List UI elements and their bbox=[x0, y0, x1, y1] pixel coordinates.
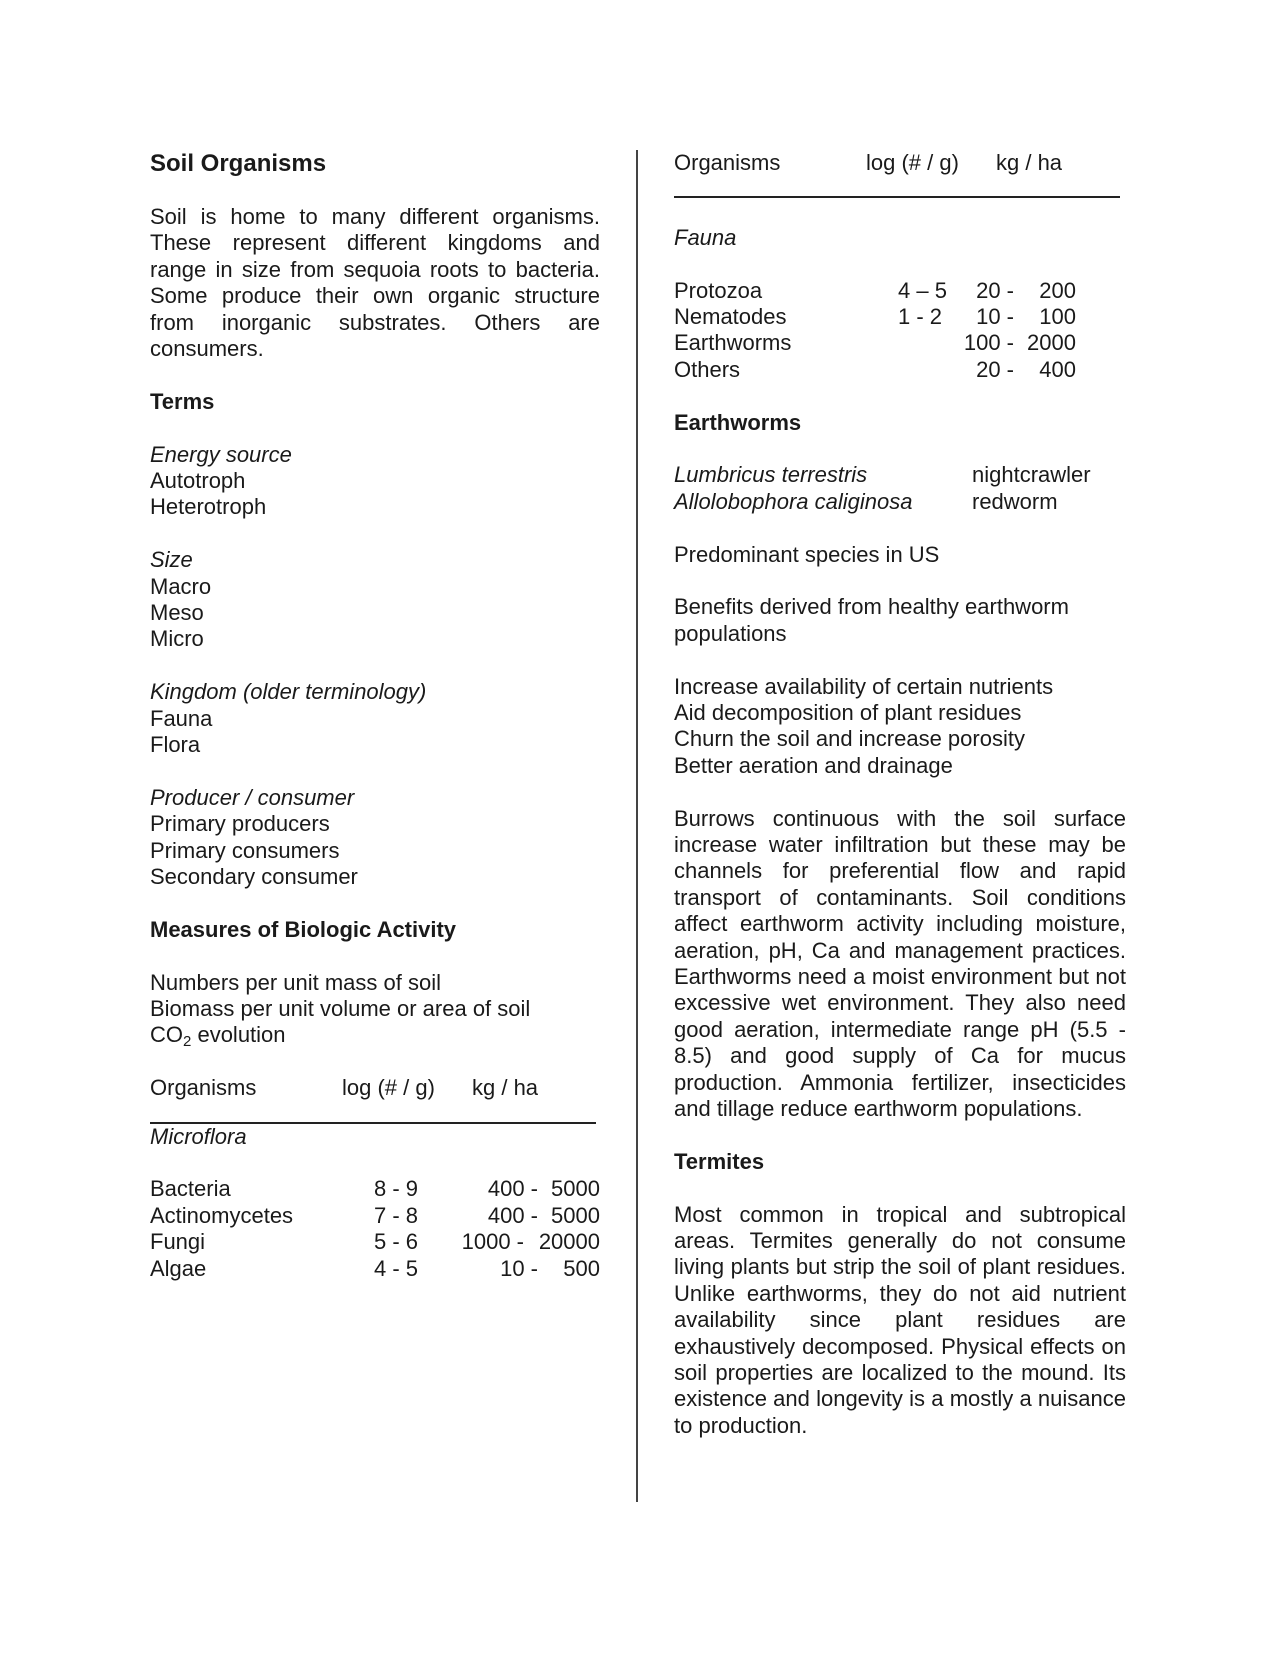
cell-hi: 500 bbox=[563, 1255, 600, 1281]
table-row bbox=[150, 1256, 600, 1282]
table-header bbox=[674, 150, 1126, 176]
fauna-table bbox=[674, 150, 1126, 383]
predominant-note: Predominant species in US bbox=[674, 541, 940, 567]
co2-suffix: evolution bbox=[191, 1022, 286, 1048]
col-log: log (# / g) bbox=[342, 1075, 435, 1101]
col-kgha: kg / ha bbox=[996, 150, 1063, 175]
table-row bbox=[674, 330, 1126, 356]
cell-hi: 5000 bbox=[551, 1202, 600, 1228]
table-row bbox=[150, 1176, 600, 1202]
cell-name: Nematodes bbox=[674, 303, 787, 329]
terms-group-size bbox=[150, 547, 600, 653]
table-section: Fauna bbox=[674, 224, 737, 250]
table-row bbox=[150, 1229, 600, 1255]
group-item: Fauna bbox=[150, 705, 213, 731]
cell-lo: 10 - bbox=[976, 303, 1014, 329]
cell-hi: 2000 bbox=[1027, 330, 1076, 356]
benefits-intro: Benefits derived from healthy earthworm populations bbox=[674, 594, 1069, 646]
cell-lo: 20 - bbox=[976, 356, 1014, 382]
group-item: Secondary consumer bbox=[150, 864, 358, 890]
col-organisms: Organisms bbox=[674, 150, 781, 175]
cell-name: Actinomycetes bbox=[150, 1202, 294, 1228]
co2-prefix: CO bbox=[150, 1022, 183, 1048]
co2-subscript: 2 bbox=[183, 1033, 192, 1051]
group-item: Primary consumers bbox=[150, 837, 340, 863]
species-row bbox=[674, 462, 1126, 488]
table-row bbox=[674, 278, 1126, 304]
benefit-item: Aid decomposition of plant residues bbox=[674, 699, 1022, 725]
cell-log: 5 - 6 bbox=[374, 1229, 419, 1255]
cell-lo: 100 - bbox=[963, 330, 1014, 356]
table-row bbox=[674, 304, 1126, 330]
right-column bbox=[674, 150, 1126, 1439]
cell-log: 4 – 5 bbox=[898, 277, 947, 303]
group-item: Heterotroph bbox=[150, 494, 267, 520]
cell-name: Protozoa bbox=[674, 277, 763, 303]
cell-lo: 20 - bbox=[976, 277, 1014, 303]
group-item: Primary producers bbox=[150, 811, 330, 837]
group-item: Flora bbox=[150, 732, 201, 758]
cell-name: Fungi bbox=[150, 1229, 206, 1255]
group-heading: Size bbox=[150, 547, 193, 573]
cell-name: Bacteria bbox=[150, 1176, 231, 1202]
termites-heading: Termites bbox=[674, 1148, 765, 1174]
table-section: Microflora bbox=[150, 1123, 247, 1149]
table-row bbox=[150, 1203, 600, 1229]
cell-hi: 20000 bbox=[538, 1229, 600, 1255]
earthworms-heading: Earthworms bbox=[674, 409, 802, 435]
cell-lo: 400 - bbox=[487, 1202, 538, 1228]
terms-group-producer bbox=[150, 785, 600, 891]
group-item: Autotroph bbox=[150, 468, 246, 494]
cell-name: Others bbox=[674, 356, 741, 382]
measures-heading: Measures of Biologic Activity bbox=[150, 916, 457, 942]
species-common: nightcrawler bbox=[972, 462, 1091, 488]
terms-group-kingdom bbox=[150, 679, 600, 758]
col-log: log (# / g) bbox=[866, 150, 959, 175]
col-organisms: Organisms bbox=[150, 1075, 257, 1101]
cell-hi: 200 bbox=[1039, 277, 1076, 303]
measure-item-co2 bbox=[150, 1022, 600, 1051]
terms-group-energy bbox=[150, 442, 600, 521]
species-row bbox=[674, 489, 1126, 515]
species-latin: Allolobophora caliginosa bbox=[674, 488, 913, 514]
cell-hi: 400 bbox=[1039, 356, 1076, 382]
species-latin: Lumbricus terrestris bbox=[674, 462, 868, 488]
intro-paragraph: Soil is home to many different organisms. These represent different kingdoms and range in size from sequoia roots to bacteria. Some produce their own organic structure from inorganic substrates. Others are consumers. bbox=[150, 204, 600, 362]
group-item: Micro bbox=[150, 626, 204, 652]
group-heading: Energy source bbox=[150, 441, 292, 467]
cell-name: Algae bbox=[150, 1255, 207, 1281]
table-header bbox=[150, 1075, 600, 1101]
burrows-paragraph: Burrows continuous with the soil surface increase water infiltration but these may be channels for preferential flow and rapid transport of contaminants. Soil conditions affect earthworm activity including moisture, aeration, pH, Ca and management practices. Earthworms need a moist environment but not excessive wet environment. They also need good aeration, intermediate range pH (5.5 - 8.5) and good supply of Ca for mucus production. Ammonia fertilizer, insecticides and tillage reduce earthworm populations. bbox=[674, 805, 1126, 1121]
microflora-table bbox=[150, 1075, 600, 1282]
cell-hi: 100 bbox=[1039, 303, 1076, 329]
cell-log: 8 - 9 bbox=[374, 1176, 419, 1202]
page-title: Soil Organisms bbox=[150, 150, 327, 177]
benefit-item: Increase availability of certain nutrients bbox=[674, 673, 1054, 699]
cell-lo: 10 - bbox=[500, 1255, 538, 1281]
group-item: Meso bbox=[150, 600, 204, 626]
cell-lo: 1000 - bbox=[461, 1229, 524, 1255]
benefit-item: Churn the soil and increase porosity bbox=[674, 726, 1025, 752]
cell-log: 4 - 5 bbox=[374, 1255, 419, 1281]
group-item: Macro bbox=[150, 573, 212, 599]
cell-log: 7 - 8 bbox=[374, 1202, 419, 1228]
group-heading: Producer / consumer bbox=[150, 784, 355, 810]
group-heading: Kingdom (older terminology) bbox=[150, 679, 427, 705]
measure-item: Numbers per unit mass of soil bbox=[150, 969, 441, 995]
cell-log: 1 - 2 bbox=[898, 303, 943, 329]
col-kgha: kg / ha bbox=[472, 1075, 539, 1101]
terms-heading: Terms bbox=[150, 388, 215, 414]
benefit-item: Better aeration and drainage bbox=[674, 752, 953, 778]
cell-lo: 400 - bbox=[487, 1176, 538, 1202]
measure-item: Biomass per unit volume or area of soil bbox=[150, 996, 531, 1022]
species-common: redworm bbox=[972, 488, 1058, 514]
column-divider bbox=[636, 150, 638, 1502]
termites-paragraph: Most common in tropical and subtropical areas. Termites generally do not consume living plants but strip the soil of plant residues. Unlike earthworms, they do not aid nutrient availability since plant residues are exhaustively decomposed. Physical effects on soil properties are localized to the mound. Its existence and longevity is a mostly a nuisance to production. bbox=[674, 1201, 1126, 1438]
cell-name: Earthworms bbox=[674, 330, 792, 356]
table-row bbox=[674, 357, 1126, 383]
left-column bbox=[150, 140, 600, 1282]
cell-hi: 5000 bbox=[551, 1176, 600, 1202]
